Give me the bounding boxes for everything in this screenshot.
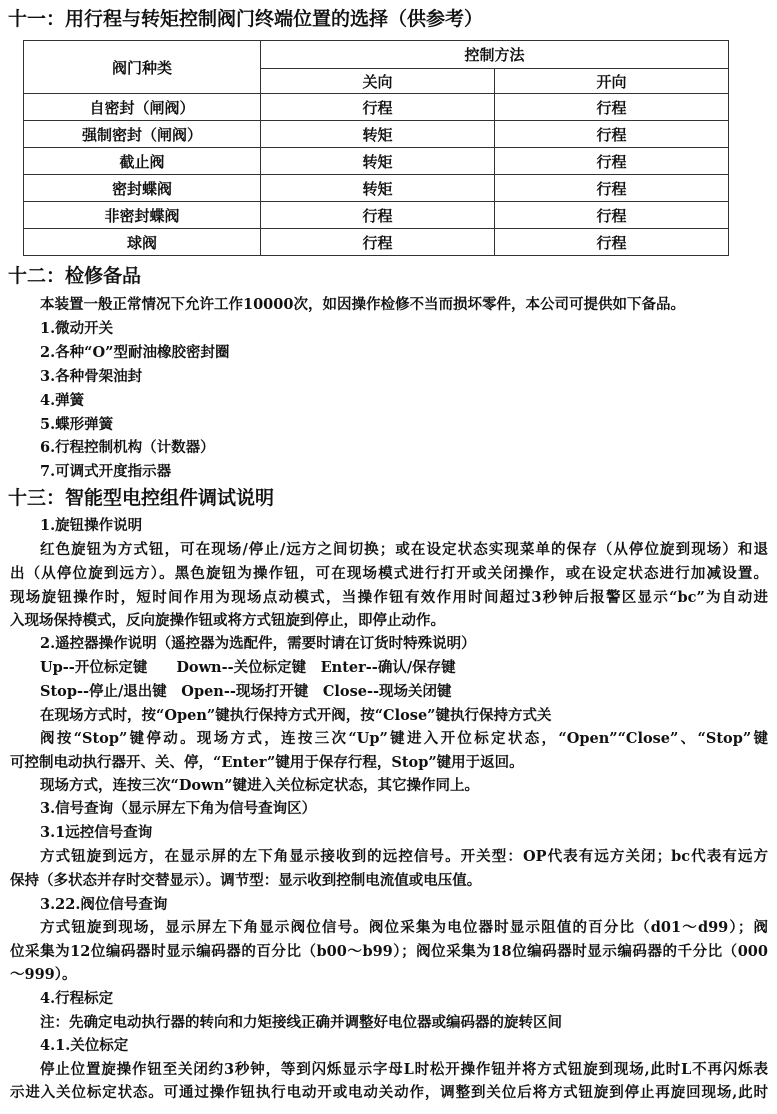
paragraph-line: 方式钮旋到远方，在显示屏的左下角显示接收到的远控信号。开关型：OP代表有远方关闭；bc代表有远方: [40, 848, 768, 865]
subheading-remote-signal: 3.1远控信号查询: [40, 824, 153, 841]
spare-item: 7.可调式开度指示器: [40, 463, 172, 480]
header-open-direction: 开向: [495, 69, 729, 94]
spare-item: 6.行程控制机构（计数器）: [40, 439, 215, 456]
section-11-title: 十一：用行程与转矩控制阀门终端位置的选择（供参考）: [8, 8, 484, 30]
paragraph-line: 停止位置旋操作钮至关闭约3秒钟，等到闪烁显示字母L时松开操作钮并将方式钮旋到现场,此时L不再闪烁表: [40, 1061, 768, 1078]
close-method: 转矩: [261, 121, 495, 148]
table-row: [24, 175, 729, 202]
paragraph-line: 出（从停位旋到远方）。黑色旋钮为操作钮，可在现场模式进行打开或关闭操作，或在设定状态进行加减设置。: [10, 565, 768, 582]
open-method: 行程: [495, 94, 729, 121]
close-method: 行程: [261, 229, 495, 256]
remote-keys-line: Up--开位标定键 Down--关位标定键 Enter--确认/保存键: [40, 659, 456, 676]
header-control-method: 控制方法: [261, 41, 729, 69]
calibration-note: 注：先确定电动执行器的转向和力矩接线正确并调整好电位器或编码器的旋转区间: [40, 1014, 562, 1031]
subheading-signal: 3.信号查询（显示屏左下角为信号查询区）: [40, 800, 317, 817]
open-method: 行程: [495, 175, 729, 202]
remote-keys-line: Stop--停止/退出键 Open--现场打开键 Close--现场关闭键: [40, 683, 452, 700]
header-close-direction: 关向: [261, 69, 495, 94]
paragraph-line: 示进入关位标定状态。可通过操作钮执行电动开或电动关动作，调整到关位后将方式钮旋到停止再旋回现场,此时: [10, 1084, 768, 1101]
valve-control-table: [23, 40, 729, 256]
paragraph-line: 阀按“Stop”键停动。现场方式，连按三次“Up”键进入开位标定状态，“Open”“Close”、“Stop”键: [40, 730, 768, 747]
paragraph-line: 红色旋钮为方式钮，可在现场/停止/远方之间切换；或在设定状态实现菜单的保存（从停位旋到现场）和退: [40, 541, 768, 558]
paragraph-line: 入现场保持模式，反向旋操作钮或将方式钮旋到停止，即停止动作。: [10, 612, 445, 629]
valve-name: 非密封蝶阀: [24, 202, 261, 229]
valve-name: 自密封（闸阀）: [24, 94, 261, 121]
close-method: 转矩: [261, 175, 495, 202]
spare-item: 4.弹簧: [40, 392, 85, 409]
close-method: 行程: [261, 94, 495, 121]
subheading-stroke-calibration: 4.行程标定: [40, 990, 114, 1007]
paragraph-line: 保持（多状态并存时交替显示）。调节型：显示收到控制电流值或电压值。: [10, 872, 482, 889]
open-method: 行程: [495, 148, 729, 175]
subheading-close-calibration: 4.1.关位标定: [40, 1037, 129, 1054]
section-12-title: 十二：检修备品: [8, 265, 142, 287]
section-13-title: 十三：智能型电控组件调试说明: [8, 487, 275, 509]
valve-name: 密封蝶阀: [24, 175, 261, 202]
close-method: 行程: [261, 202, 495, 229]
paragraph-line: 可控制电动执行器开、关、停，“Enter”键用于保存行程，Stop”键用于返回。: [10, 754, 524, 771]
valve-name: 强制密封（闸阀）: [24, 121, 261, 148]
open-method: 行程: [495, 229, 729, 256]
spares-intro: 本装置一般正常情况下允许工作10000次，如因操作检修不当而损坏零件，本公司可提供如下备品。: [40, 296, 685, 313]
subheading-knob: 1.旋钮操作说明: [40, 517, 143, 534]
table-row: [24, 121, 729, 148]
spare-item: 3.各种骨架油封: [40, 368, 143, 385]
close-method: 转矩: [261, 148, 495, 175]
table-row: [24, 229, 729, 256]
table-row: [24, 94, 729, 121]
valve-name: 球阀: [24, 229, 261, 256]
valve-name: 截止阀: [24, 148, 261, 175]
subheading-valve-signal: 3.22.阀位信号查询: [40, 896, 168, 913]
table-row: [24, 148, 729, 175]
spare-item: 1.微动开关: [40, 320, 114, 337]
paragraph-line: 位采集为12位编码器时显示编码器的百分比（b00～b99）；阀位采集为18位编码器时显示编码器的千分比（000: [10, 943, 768, 960]
paragraph-line: 现场方式，连按三次“Down”键进入关位标定状态，其它操作同上。: [40, 777, 479, 794]
table-row: [24, 202, 729, 229]
subheading-remote: 2.遥控器操作说明（遥控器为选配件，需要时请在订货时特殊说明）: [40, 635, 476, 652]
spare-item: 5.蝶形弹簧: [40, 416, 114, 433]
paragraph-line: ～999）。: [10, 966, 77, 983]
open-method: 行程: [495, 202, 729, 229]
header-valve-type: 阀门种类: [24, 41, 261, 94]
spare-item: 2.各种“O”型耐油橡胶密封圈: [40, 344, 230, 361]
open-method: 行程: [495, 121, 729, 148]
paragraph-line: 方式钮旋到现场，显示屏左下角显示阀位信号。阀位采集为电位器时显示阻值的百分比（d01～d99）；阀: [40, 919, 768, 936]
paragraph-line: 在现场方式时，按“Open”键执行保持方式开阀，按“Close”键执行保持方式关: [40, 707, 552, 724]
paragraph-line: 现场旋钮操作时，短时间作用为现场点动模式，当操作钮有效作用时间超过3秒钟后报警区显示“bc”为自动进: [10, 589, 768, 606]
